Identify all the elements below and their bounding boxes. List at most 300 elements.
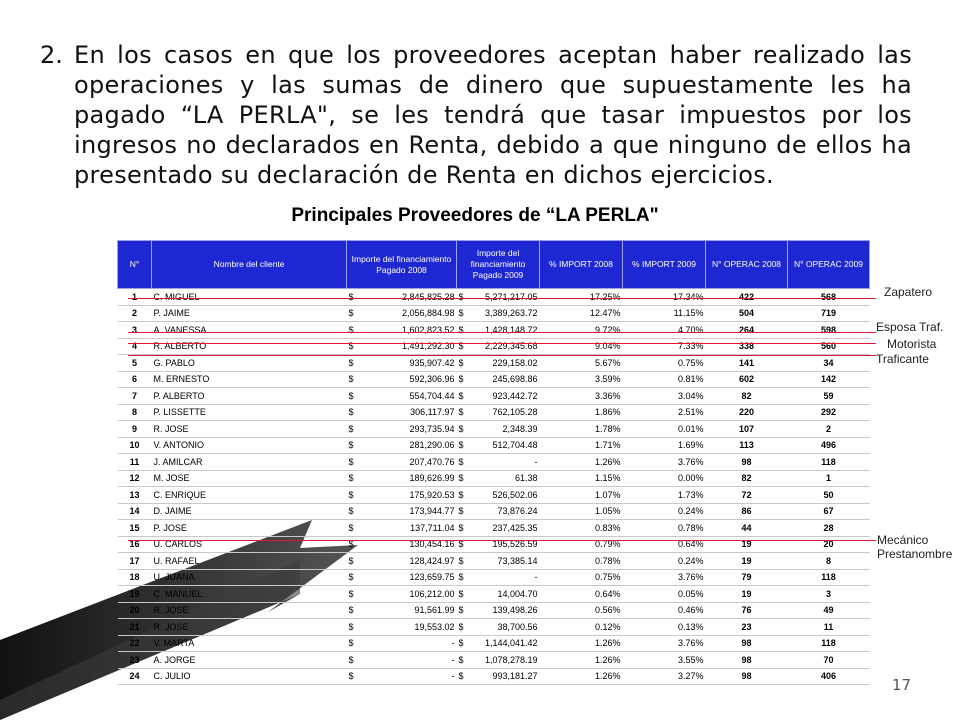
cell-pct-2009: 4.70% bbox=[623, 322, 706, 339]
cell-importe-2009 bbox=[457, 668, 540, 685]
cell-pct-2009: 0.00% bbox=[623, 470, 706, 487]
amount: 1,144,041.42 bbox=[484, 638, 538, 649]
amount: 1,602,823.52 bbox=[401, 324, 455, 335]
cell-importe-2009 bbox=[457, 371, 540, 388]
cell-cliente: C. ENRIQUE bbox=[152, 487, 347, 504]
cell-cliente: P. ALBERTO bbox=[152, 388, 347, 405]
amount: 123,659.75 bbox=[409, 572, 455, 583]
cell-importe-2009 bbox=[457, 553, 540, 570]
cell-pct-2008: 1.26% bbox=[540, 652, 623, 669]
cell-importe-2009 bbox=[457, 503, 540, 520]
cell-pct-2008: 5.67% bbox=[540, 355, 623, 372]
cell-operac-2009: 292 bbox=[788, 404, 870, 421]
cell-numero: 18 bbox=[118, 569, 152, 586]
cell-operac-2009: 560 bbox=[788, 338, 870, 355]
cell-operac-2008: 338 bbox=[706, 338, 788, 355]
cell-operac-2008: 19 bbox=[706, 586, 788, 603]
currency-symbol: $ bbox=[348, 473, 354, 484]
currency-symbol: $ bbox=[348, 390, 354, 401]
currency-symbol: $ bbox=[348, 407, 354, 418]
cell-operac-2008: 23 bbox=[706, 619, 788, 636]
cell-pct-2009: 0.75% bbox=[623, 355, 706, 372]
currency-symbol: $ bbox=[348, 489, 354, 500]
marker-line-mecanico bbox=[128, 540, 876, 541]
cell-operac-2009: 496 bbox=[788, 437, 870, 454]
cell-importe-2008 bbox=[347, 619, 457, 636]
cell-operac-2008: 220 bbox=[706, 404, 788, 421]
cell-operac-2009: 50 bbox=[788, 487, 870, 504]
currency-symbol: $ bbox=[458, 456, 464, 467]
table-row bbox=[118, 536, 870, 553]
amount: 1,491,292.30 bbox=[401, 341, 455, 352]
cell-cliente: U. CARLOS bbox=[152, 536, 347, 553]
cell-cliente: P. LISSETTE bbox=[152, 404, 347, 421]
table-row bbox=[118, 619, 870, 636]
amount: 293,735.94 bbox=[409, 423, 455, 434]
marker-line-zapatero bbox=[128, 298, 876, 299]
cell-operac-2009: 568 bbox=[788, 289, 870, 306]
cell-importe-2008 bbox=[347, 421, 457, 438]
cell-importe-2009 bbox=[457, 355, 540, 372]
cell-importe-2008 bbox=[347, 586, 457, 603]
cell-pct-2008: 9.04% bbox=[540, 338, 623, 355]
cell-operac-2009: 11 bbox=[788, 619, 870, 636]
table-row bbox=[118, 569, 870, 586]
cell-cliente: P. JAIME bbox=[152, 305, 347, 322]
amount: 189,626.99 bbox=[409, 473, 455, 484]
amount: 281,290.06 bbox=[409, 440, 455, 451]
currency-symbol: $ bbox=[458, 324, 464, 335]
cell-importe-2009 bbox=[457, 322, 540, 339]
cell-importe-2008 bbox=[347, 652, 457, 669]
cell-numero: 12 bbox=[118, 470, 152, 487]
table-row bbox=[118, 338, 870, 355]
cell-cliente: A. JORGE bbox=[152, 652, 347, 669]
cell-pct-2008: 0.83% bbox=[540, 520, 623, 537]
amount: 91,561.99 bbox=[414, 605, 455, 616]
cell-importe-2008 bbox=[347, 305, 457, 322]
cell-operac-2008: 422 bbox=[706, 289, 788, 306]
cell-importe-2008 bbox=[347, 289, 457, 306]
table-row bbox=[118, 668, 870, 685]
currency-symbol: $ bbox=[348, 621, 354, 632]
cell-operac-2008: 264 bbox=[706, 322, 788, 339]
amount: 935,907.42 bbox=[409, 357, 455, 368]
cell-importe-2008 bbox=[347, 470, 457, 487]
cell-cliente: U. RAFAEL bbox=[152, 553, 347, 570]
table-row bbox=[118, 404, 870, 421]
cell-numero: 21 bbox=[118, 619, 152, 636]
cell-cliente: C. JULIO bbox=[152, 668, 347, 685]
amount: 237,425.35 bbox=[492, 522, 538, 533]
cell-importe-2008 bbox=[347, 338, 457, 355]
table-title: Principales Proveedores de “LA PERLA" bbox=[291, 205, 659, 226]
table-row bbox=[118, 635, 870, 652]
header-operac-2009: N° OPERAC 2009 bbox=[788, 241, 870, 289]
currency-symbol: $ bbox=[458, 572, 464, 583]
currency-symbol: $ bbox=[458, 374, 464, 385]
cell-operac-2009: 28 bbox=[788, 520, 870, 537]
amount: 1,428,148.72 bbox=[484, 324, 538, 335]
amount: - bbox=[451, 671, 455, 682]
cell-numero: 23 bbox=[118, 652, 152, 669]
table-row bbox=[118, 305, 870, 322]
cell-numero: 7 bbox=[118, 388, 152, 405]
cell-numero: 22 bbox=[118, 635, 152, 652]
cell-pct-2008: 0.56% bbox=[540, 602, 623, 619]
cell-operac-2008: 602 bbox=[706, 371, 788, 388]
cell-pct-2009: 0.01% bbox=[623, 421, 706, 438]
currency-symbol: $ bbox=[348, 308, 354, 319]
cell-importe-2008 bbox=[347, 635, 457, 652]
cell-cliente: U. JUANA bbox=[152, 569, 347, 586]
table-row bbox=[118, 322, 870, 339]
currency-symbol: $ bbox=[458, 291, 464, 302]
amount: 38,700.56 bbox=[497, 621, 538, 632]
cell-operac-2008: 86 bbox=[706, 503, 788, 520]
cell-cliente: R. JOSE bbox=[152, 421, 347, 438]
cell-operac-2009: 20 bbox=[788, 536, 870, 553]
currency-symbol: $ bbox=[458, 390, 464, 401]
currency-symbol: $ bbox=[458, 423, 464, 434]
cell-numero: 16 bbox=[118, 536, 152, 553]
cell-importe-2008 bbox=[347, 503, 457, 520]
cell-operac-2008: 19 bbox=[706, 553, 788, 570]
currency-symbol: $ bbox=[458, 605, 464, 616]
cell-importe-2009 bbox=[457, 305, 540, 322]
note-traficante: Traficante bbox=[876, 352, 929, 366]
currency-symbol: $ bbox=[348, 671, 354, 682]
cell-operac-2008: 98 bbox=[706, 668, 788, 685]
cell-cliente: A. VANESSA bbox=[152, 322, 347, 339]
cell-numero: 9 bbox=[118, 421, 152, 438]
table-row bbox=[118, 454, 870, 471]
amount: - bbox=[534, 572, 538, 583]
currency-symbol: $ bbox=[348, 291, 354, 302]
cell-pct-2009: 7.33% bbox=[623, 338, 706, 355]
currency-symbol: $ bbox=[348, 654, 354, 665]
cell-cliente: R. JOSE bbox=[152, 602, 347, 619]
amount: 139,498.26 bbox=[492, 605, 538, 616]
currency-symbol: $ bbox=[348, 506, 354, 517]
cell-operac-2009: 67 bbox=[788, 503, 870, 520]
amount: 5,271,217.05 bbox=[484, 291, 538, 302]
currency-symbol: $ bbox=[348, 522, 354, 533]
body-paragraph bbox=[40, 40, 912, 190]
cell-pct-2008: 1.86% bbox=[540, 404, 623, 421]
amount: 592,306.96 bbox=[409, 374, 455, 385]
cell-pct-2008: 1.71% bbox=[540, 437, 623, 454]
cell-numero: 14 bbox=[118, 503, 152, 520]
cell-pct-2009: 3.04% bbox=[623, 388, 706, 405]
cell-pct-2009: 3.76% bbox=[623, 454, 706, 471]
cell-numero: 10 bbox=[118, 437, 152, 454]
amount: 512,704.48 bbox=[492, 440, 538, 451]
currency-symbol: $ bbox=[458, 671, 464, 682]
amount: - bbox=[451, 654, 455, 665]
note-zapatero: Zapatero bbox=[884, 285, 933, 299]
currency-symbol: $ bbox=[348, 572, 354, 583]
page-number: 17 bbox=[892, 676, 912, 694]
cell-pct-2009: 1.73% bbox=[623, 487, 706, 504]
cell-pct-2008: 1.26% bbox=[540, 635, 623, 652]
cell-importe-2008 bbox=[347, 454, 457, 471]
currency-symbol: $ bbox=[458, 473, 464, 484]
cell-importe-2009 bbox=[457, 289, 540, 306]
cell-operac-2008: 98 bbox=[706, 454, 788, 471]
cell-importe-2009 bbox=[457, 602, 540, 619]
cell-pct-2008: 3.59% bbox=[540, 371, 623, 388]
table-row bbox=[118, 602, 870, 619]
cell-pct-2008: 0.75% bbox=[540, 569, 623, 586]
cell-operac-2008: 82 bbox=[706, 388, 788, 405]
header-importe-2009: Importe del financiamiento Pagado 2009 bbox=[457, 241, 540, 289]
cell-pct-2008: 1.26% bbox=[540, 668, 623, 685]
currency-symbol: $ bbox=[348, 456, 354, 467]
cell-pct-2009: 11.15% bbox=[623, 305, 706, 322]
cell-importe-2009 bbox=[457, 388, 540, 405]
cell-importe-2009 bbox=[457, 586, 540, 603]
currency-symbol: $ bbox=[458, 555, 464, 566]
currency-symbol: $ bbox=[348, 440, 354, 451]
cell-operac-2008: 82 bbox=[706, 470, 788, 487]
cell-pct-2008: 0.79% bbox=[540, 536, 623, 553]
amount: 130,454.16 bbox=[409, 539, 455, 550]
amount: 2,348.39 bbox=[502, 423, 538, 434]
cell-pct-2009: 0.24% bbox=[623, 503, 706, 520]
cell-pct-2008: 1.07% bbox=[540, 487, 623, 504]
cell-pct-2008: 1.26% bbox=[540, 454, 623, 471]
cell-operac-2009: 59 bbox=[788, 388, 870, 405]
amount: 106,212.00 bbox=[409, 588, 455, 599]
header-cliente: Nombre del cliente bbox=[152, 241, 347, 289]
cell-pct-2008: 1.78% bbox=[540, 421, 623, 438]
amount: - bbox=[451, 638, 455, 649]
currency-symbol: $ bbox=[458, 357, 464, 368]
currency-symbol: $ bbox=[348, 423, 354, 434]
header-numero: N° bbox=[118, 241, 152, 289]
cell-importe-2008 bbox=[347, 602, 457, 619]
currency-symbol: $ bbox=[458, 654, 464, 665]
amount: 923,442.72 bbox=[492, 390, 538, 401]
table-header-row bbox=[118, 241, 870, 289]
table-row bbox=[118, 388, 870, 405]
cell-operac-2009: 118 bbox=[788, 569, 870, 586]
table-row bbox=[118, 470, 870, 487]
table-row bbox=[118, 371, 870, 388]
amount: 73,876.24 bbox=[497, 506, 538, 517]
cell-importe-2008 bbox=[347, 437, 457, 454]
cell-cliente: D. JAIME bbox=[152, 503, 347, 520]
amount: 14,004.70 bbox=[497, 588, 538, 599]
cell-pct-2009: 0.46% bbox=[623, 602, 706, 619]
amount: 73,385.14 bbox=[497, 555, 538, 566]
amount: 526,502.06 bbox=[492, 489, 538, 500]
amount: - bbox=[534, 456, 538, 467]
cell-importe-2008 bbox=[347, 668, 457, 685]
cell-pct-2008: 17.25% bbox=[540, 289, 623, 306]
cell-operac-2008: 19 bbox=[706, 536, 788, 553]
cell-numero: 6 bbox=[118, 371, 152, 388]
cell-cliente: P. JOSE bbox=[152, 520, 347, 537]
cell-operac-2008: 98 bbox=[706, 635, 788, 652]
paragraph-text: En los casos en que los proveedores aceptan haber realizado las operaciones y las sumas de dinero que supuestamente les ha pagado “LA PERLA", se les tendrá que tasar impuestos por los ingresos no declarados en Renta, debido a que ninguno de ellos ha presentado su declaración de Renta en dichos ejercicios. bbox=[74, 41, 912, 189]
currency-symbol: $ bbox=[348, 374, 354, 385]
cell-operac-2008: 113 bbox=[706, 437, 788, 454]
cell-operac-2008: 44 bbox=[706, 520, 788, 537]
amount: 245,698.86 bbox=[492, 374, 538, 385]
header-pct-2009: % IMPORT 2009 bbox=[623, 241, 706, 289]
currency-symbol: $ bbox=[348, 555, 354, 566]
cell-importe-2009 bbox=[457, 454, 540, 471]
cell-numero: 8 bbox=[118, 404, 152, 421]
cell-operac-2009: 719 bbox=[788, 305, 870, 322]
currency-symbol: $ bbox=[458, 506, 464, 517]
cell-importe-2009 bbox=[457, 421, 540, 438]
note-prestanombre: Prestanombre bbox=[877, 547, 953, 561]
amount: 306,117.97 bbox=[410, 407, 455, 418]
currency-symbol: $ bbox=[348, 588, 354, 599]
amount: 2,056,884.98 bbox=[401, 308, 455, 319]
currency-symbol: $ bbox=[458, 341, 464, 352]
cell-operac-2009: 8 bbox=[788, 553, 870, 570]
providers-table bbox=[117, 240, 870, 685]
cell-pct-2009: 0.78% bbox=[623, 520, 706, 537]
cell-pct-2009: 3.27% bbox=[623, 668, 706, 685]
header-importe-2008: Importe del financiamiento Pagado 2008 bbox=[347, 241, 457, 289]
cell-pct-2009: 2.51% bbox=[623, 404, 706, 421]
cell-importe-2009 bbox=[457, 404, 540, 421]
amount: 3,389,263.72 bbox=[484, 308, 538, 319]
amount: 993,181.27 bbox=[492, 671, 538, 682]
currency-symbol: $ bbox=[458, 522, 464, 533]
cell-pct-2008: 0.64% bbox=[540, 586, 623, 603]
cell-importe-2008 bbox=[347, 487, 457, 504]
cell-operac-2008: 141 bbox=[706, 355, 788, 372]
amount: 128,424.97 bbox=[409, 555, 455, 566]
cell-pct-2009: 0.64% bbox=[623, 536, 706, 553]
currency-symbol: $ bbox=[458, 539, 464, 550]
cell-operac-2009: 118 bbox=[788, 635, 870, 652]
cell-pct-2008: 1.05% bbox=[540, 503, 623, 520]
cell-numero: 13 bbox=[118, 487, 152, 504]
amount: 61.38 bbox=[514, 473, 538, 484]
currency-symbol: $ bbox=[458, 638, 464, 649]
cell-numero: 2 bbox=[118, 305, 152, 322]
currency-symbol: $ bbox=[458, 308, 464, 319]
cell-pct-2008: 9.72% bbox=[540, 322, 623, 339]
cell-importe-2009 bbox=[457, 487, 540, 504]
cell-pct-2009: 0.24% bbox=[623, 553, 706, 570]
header-operac-2008: N° OPERAC 2008 bbox=[706, 241, 788, 289]
cell-operac-2008: 72 bbox=[706, 487, 788, 504]
cell-importe-2008 bbox=[347, 536, 457, 553]
cell-cliente: R. ALBERTO bbox=[152, 338, 347, 355]
cell-cliente: G. PABLO bbox=[152, 355, 347, 372]
table-row bbox=[118, 520, 870, 537]
cell-operac-2009: 406 bbox=[788, 668, 870, 685]
cell-pct-2008: 12.47% bbox=[540, 305, 623, 322]
cell-operac-2009: 3 bbox=[788, 586, 870, 603]
cell-cliente: M. JOSE bbox=[152, 470, 347, 487]
cell-importe-2009 bbox=[457, 635, 540, 652]
cell-numero: 15 bbox=[118, 520, 152, 537]
currency-symbol: $ bbox=[458, 621, 464, 632]
table-row bbox=[118, 652, 870, 669]
cell-pct-2008: 0.12% bbox=[540, 619, 623, 636]
marker-line-esposa bbox=[128, 332, 876, 333]
cell-importe-2009 bbox=[457, 470, 540, 487]
cell-operac-2009: 118 bbox=[788, 454, 870, 471]
header-pct-2008: % IMPORT 2008 bbox=[540, 241, 623, 289]
cell-pct-2008: 0.78% bbox=[540, 553, 623, 570]
currency-symbol: $ bbox=[348, 539, 354, 550]
table-row bbox=[118, 421, 870, 438]
cell-importe-2009 bbox=[457, 536, 540, 553]
currency-symbol: $ bbox=[458, 489, 464, 500]
cell-operac-2008: 76 bbox=[706, 602, 788, 619]
cell-operac-2009: 49 bbox=[788, 602, 870, 619]
cell-operac-2009: 2 bbox=[788, 421, 870, 438]
cell-numero: 19 bbox=[118, 586, 152, 603]
cell-operac-2008: 79 bbox=[706, 569, 788, 586]
amount: 229,158.02 bbox=[492, 357, 538, 368]
cell-importe-2009 bbox=[457, 569, 540, 586]
cell-importe-2009 bbox=[457, 619, 540, 636]
currency-symbol: $ bbox=[458, 440, 464, 451]
cell-operac-2008: 107 bbox=[706, 421, 788, 438]
cell-importe-2008 bbox=[347, 322, 457, 339]
marker-line-traficante bbox=[128, 355, 876, 356]
cell-pct-2009: 17.34% bbox=[623, 289, 706, 306]
cell-importe-2009 bbox=[457, 437, 540, 454]
cell-cliente: V. ANTONIO bbox=[152, 437, 347, 454]
cell-importe-2009 bbox=[457, 652, 540, 669]
table-row bbox=[118, 553, 870, 570]
cell-importe-2008 bbox=[347, 388, 457, 405]
cell-cliente: J. AMILCAR bbox=[152, 454, 347, 471]
cell-importe-2008 bbox=[347, 569, 457, 586]
amount: 762,105.28 bbox=[492, 407, 538, 418]
cell-numero: 20 bbox=[118, 602, 152, 619]
cell-numero: 5 bbox=[118, 355, 152, 372]
cell-operac-2009: 70 bbox=[788, 652, 870, 669]
currency-symbol: $ bbox=[458, 407, 464, 418]
cell-pct-2009: 1.69% bbox=[623, 437, 706, 454]
cell-importe-2008 bbox=[347, 553, 457, 570]
cell-numero: 11 bbox=[118, 454, 152, 471]
amount: 554,704.44 bbox=[409, 390, 455, 401]
cell-importe-2009 bbox=[457, 338, 540, 355]
cell-importe-2009 bbox=[457, 520, 540, 537]
table-row bbox=[118, 355, 870, 372]
cell-numero: 4 bbox=[118, 338, 152, 355]
amount: 137,711.04 bbox=[410, 522, 455, 533]
cell-operac-2008: 98 bbox=[706, 652, 788, 669]
cell-cliente: C. MANUEL bbox=[152, 586, 347, 603]
cell-importe-2008 bbox=[347, 355, 457, 372]
cell-pct-2009: 3.76% bbox=[623, 635, 706, 652]
cell-importe-2008 bbox=[347, 520, 457, 537]
currency-symbol: $ bbox=[348, 341, 354, 352]
cell-importe-2008 bbox=[347, 371, 457, 388]
cell-numero: 3 bbox=[118, 322, 152, 339]
cell-pct-2009: 0.81% bbox=[623, 371, 706, 388]
amount: 195,526.59 bbox=[492, 539, 538, 550]
currency-symbol: $ bbox=[348, 324, 354, 335]
paragraph-number: 2. bbox=[40, 41, 63, 69]
cell-pct-2008: 1.15% bbox=[540, 470, 623, 487]
